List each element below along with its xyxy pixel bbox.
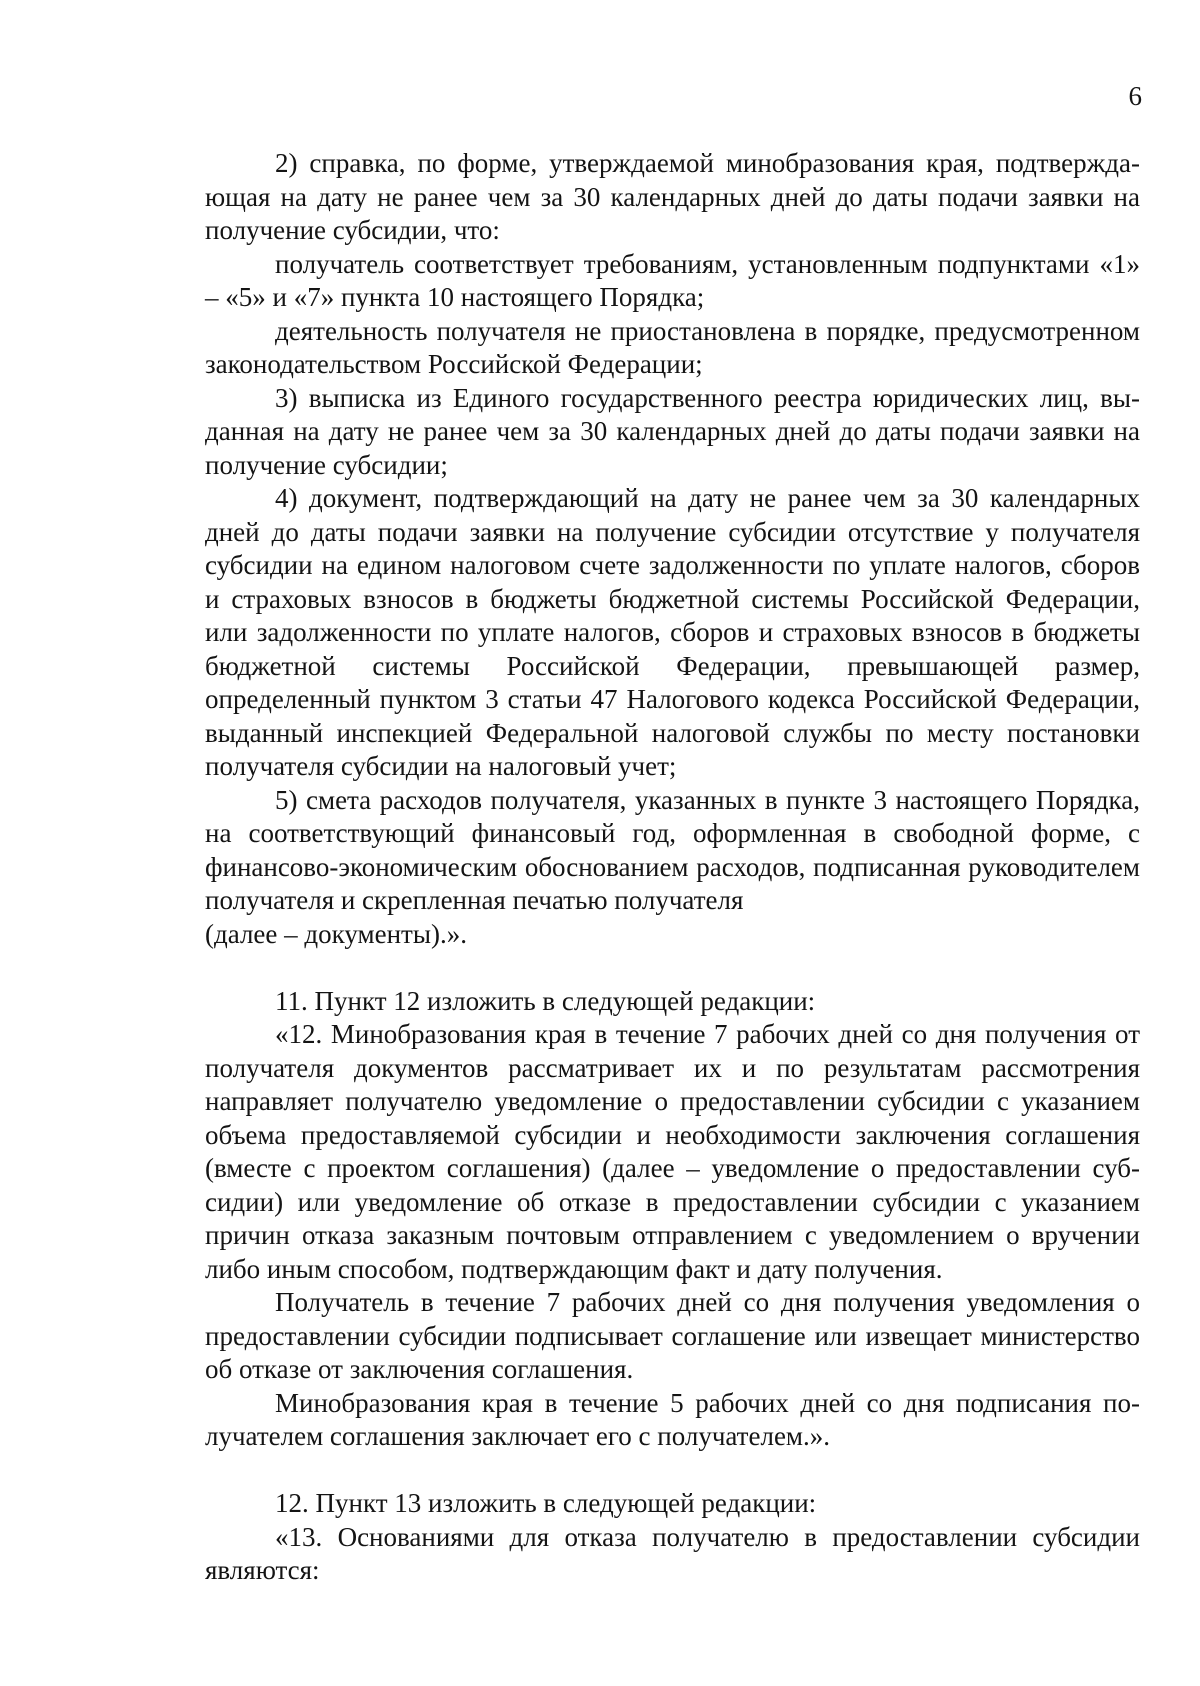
paragraph-certificate: 2) справка, по форме, утверждаемой минобразования края, подтверждающая на дату не ранее чем за 30 календарных дней до даты подачи заявки на получение субсидии, что: (205, 148, 1140, 245)
paragraph-clause-13: «13. Основаниями для отказа получателю в предоставлении субсидии являются: (205, 1521, 1140, 1585)
paragraph-agreement-conclusion: Минобразования края в течение 5 рабочих дней со дня подписания получателем соглашения заключает его с получателем.». (205, 1387, 1140, 1451)
paragraph-tax-debt-document: 4) документ, подтверждающий на дату не ранее чем за 30 календарных дней до даты подачи заявки на получение субсидии отсутствие у получателя субсидии на едином налоговом счете задолженности по уплате налогов, сборов и страховых взносов в бюджеты бюджетной системы Российской Федерации, или задолженности по уплате налогов, сборов и страховых взносов в бюджеты бюджетной системы Российской Федерации, превышающей размер, определенный пунктом 3 статьи 47 Налогового кодекса Российской Федерации, выданный инспекцией Федеральной налоговой службы по месту постановки получателя субсидии на налоговый учет; (205, 483, 1140, 781)
paragraph-recipient-compliance: получатель соответствует требованиям, установленным подпунктами «1» – «5» и «7» пункта 10 настоящего Порядка; (205, 248, 1140, 312)
paragraph-recipient-signing: Получатель в течение 7 рабочих дней со дня получения уведомления о предоставлении субсидии подписывает соглашение или извещает министерство об отказе от заключения соглашения. (205, 1287, 1140, 1384)
document-body (205, 147, 1140, 1588)
paragraph-item-12-heading: 12. Пункт 13 изложить в следующей редакции: (275, 1488, 817, 1518)
paragraph-expense-estimate: 5) смета расходов получателя, указанных в пункте 3 настоящего Порядка, на соответствующий финансовый год, оформленная в свободной форме, с финансово-экономическим обоснованием расходов, подписанная руководителем получателя и скрепленная печатью получателя (205, 784, 1140, 915)
paragraph-gap (205, 951, 1140, 985)
paragraph-item-11-heading: 11. Пункт 12 изложить в следующей редакции: (275, 985, 816, 1016)
paragraph-documents-definition: (далее – документы).». (205, 918, 467, 949)
page-number: 6 (1128, 81, 1142, 111)
paragraph-registry-extract: 3) выписка из Единого государственного реестра юридических лиц, выданная на дату не ранее чем за 30 календарных дней до даты подачи заявки на получение субсидии; (205, 382, 1140, 480)
paragraph-gap (205, 1454, 1140, 1488)
paragraph-clause-12: «12. Минобразования края в течение 7 рабочих дней со дня получения от получателя документов рассматривает их и по результатам рассмотрения направляет получателю уведомление о предоставлении субсидии с указанием объема предоставляемой субсидии и необходимости заключения соглашения (вместе с проектом соглашения) (далее – уведомление о предоставлении субсидии) или уведомление об отказе в предоставлении субсидии с указанием причин отказа заказным почтовым отправлением с уведомлением о вручении либо иным способом, подтверждающим факт и дату получения. (205, 1019, 1140, 1284)
paragraph-activity-not-suspended: деятельность получателя не приостановлена в порядке, предусмотренном законодательством Российской Федерации; (205, 315, 1140, 379)
